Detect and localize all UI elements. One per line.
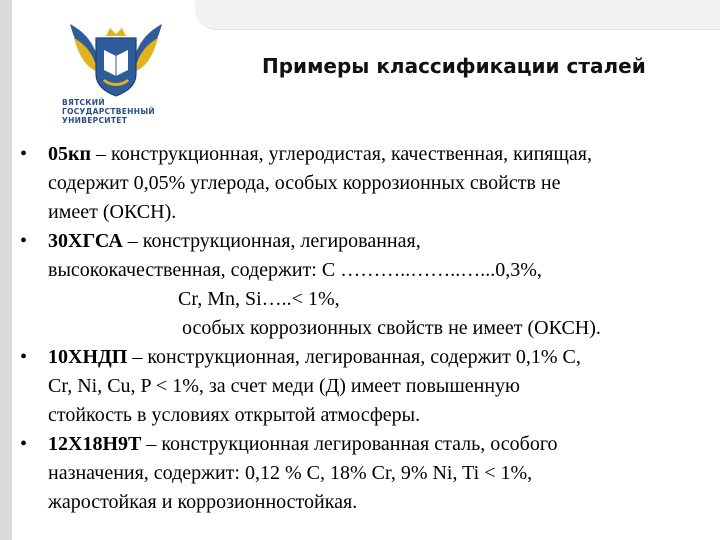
item-line: стойкость в условиях открытой атмосферы. [48,404,421,426]
item-text: – конструкционная легированная сталь, особого [141,433,558,455]
bullet-icon: • [20,346,28,368]
slide-frame-top [195,0,720,30]
list-item-10hndp [18,343,718,430]
item-line: особых коррозионных свойств не имеет (ОКСН). [182,317,601,339]
list-item-12h18n9t [18,430,718,517]
steel-grade: 30ХГСА [48,230,123,252]
item-line: Cr, Mn, Si…..< 1%, [178,288,340,310]
item-line [48,140,718,169]
item-text: – конструкционная, легированная, содержит 0,1% С, [127,346,581,368]
item-line: содержит 0,05% углерода, особых коррозионных свойств не [48,172,561,194]
item-text: – конструкционная, легированная, [122,230,421,252]
logo-line-3: УНИВЕРСИТЕТ [62,116,128,125]
item-line: жаростойкая и коррозионностойкая. [48,491,358,513]
bullet-icon: • [20,143,28,165]
university-name [62,98,170,125]
slide-title: Примеры классификации сталей [262,54,646,78]
logo-line-1: ВЯТСКИЙ [62,98,105,107]
item-line [48,430,718,459]
item-line: Cr, Ni, Cu, P < 1%, за счет меди (Д) имеет повышенную [48,375,520,397]
item-line: имеет (ОКСН). [48,201,177,223]
item-line: назначения, содержит: 0,12 % С, 18% Cr, 9% Ni, Ti < 1%, [48,462,533,484]
bullet-list [18,140,718,517]
item-line [48,227,718,256]
list-item-30hgsa [18,227,718,343]
steel-grade: 10ХНДП [48,346,128,368]
bullet-icon: • [20,230,28,252]
list-item-05kp [18,140,718,227]
logo-line-2: ГОСУДАРСТВЕННЫЙ [62,107,155,116]
item-text: – конструкционная, углеродистая, качественная, кипящая, [91,143,592,165]
item-line: высококачественная, содержит: С ………..……..…...0,3%, [48,259,542,281]
bullet-icon: • [20,433,28,455]
slide-frame-left [0,0,12,540]
item-line [48,343,718,372]
steel-grade: 12Х18Н9Т [48,433,142,455]
steel-grade: 05кп [48,143,92,165]
